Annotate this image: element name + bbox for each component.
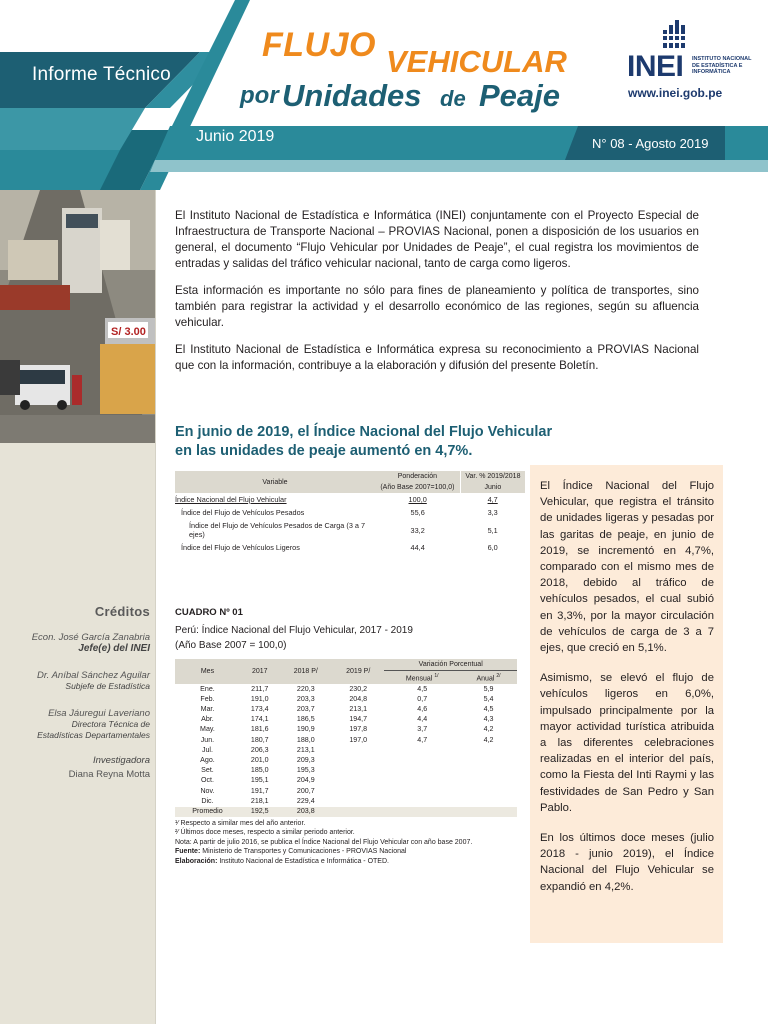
inei-logo: INEI <box>627 50 684 83</box>
cell-anual <box>460 786 517 796</box>
row-pond: 55,6 <box>410 508 425 517</box>
cuadro-subtitle <box>175 623 520 653</box>
cell-mes: Jul. <box>201 745 213 754</box>
cuadro-title: CUADRO Nº 01 <box>175 607 243 618</box>
note-5: Elaboración: Instituto Nacional de Estadística e Informática - OTED. <box>175 857 389 865</box>
summary-table <box>175 471 525 554</box>
cell-y2019 <box>332 786 384 796</box>
svg-text:S/ 3.00: S/ 3.00 <box>111 326 146 338</box>
cell-mensual: 4,6 <box>417 705 428 714</box>
col-pond-sub: (Año Base 2007=100,0) <box>375 482 460 493</box>
cell-mensual <box>384 766 460 776</box>
table-row <box>175 786 517 796</box>
col-2019: 2019 P/ <box>332 659 384 684</box>
cell-anual: 4,5 <box>483 705 494 714</box>
cell-mes: Set. <box>201 766 214 775</box>
table-row <box>175 745 517 755</box>
cell-anual <box>460 756 517 766</box>
table-row <box>175 715 517 725</box>
monthly-index-table <box>175 659 517 817</box>
credit-name-1: Econ. José García Zanabria <box>31 632 150 643</box>
table-row <box>175 735 517 745</box>
cuadro-subtitle-2: (Año Base 2007 = 100,0) <box>175 640 287 651</box>
total-y2018: 203,8 <box>280 807 332 817</box>
cell-y2017: 185,0 <box>250 766 269 775</box>
cell-anual: 5,4 <box>483 694 494 703</box>
row-var: 6,0 <box>487 543 498 552</box>
col-variable: Variable <box>175 471 375 493</box>
table-row <box>175 519 525 541</box>
row-label: Índice Nacional del Flujo Vehicular <box>175 495 287 504</box>
table-row <box>175 493 525 506</box>
credit-role-3a: Directora Técnica de <box>71 719 150 729</box>
cell-mes: Ene. <box>200 684 215 693</box>
credit-role-1: Jefe(e) del INEI <box>78 643 150 654</box>
cell-y2019: 197,8 <box>349 725 368 734</box>
title-por: por <box>240 82 279 109</box>
table-notes <box>175 819 520 867</box>
cell-mes: Mar. <box>200 705 215 714</box>
table-row <box>175 684 517 694</box>
credit-name-4: Diana Reyna Motta <box>68 769 150 780</box>
cell-y2018: 195,3 <box>296 766 315 775</box>
title-vehicular: VEHICULAR <box>386 44 567 79</box>
section-label: Informe Técnico <box>32 64 171 85</box>
row-pond: 100,0 <box>408 495 427 504</box>
column-divider <box>155 190 156 1024</box>
cell-y2018: 229,4 <box>296 796 315 805</box>
row-var: 5,1 <box>487 525 498 535</box>
cell-y2019 <box>332 745 384 755</box>
cell-y2019 <box>332 756 384 766</box>
cell-y2018: 203,7 <box>296 705 315 714</box>
credit-name-2: Dr. Aníbal Sánchez Aguilar <box>36 670 150 681</box>
cell-mensual: 4,5 <box>417 684 428 693</box>
cell-y2018: 190,9 <box>296 725 315 734</box>
intro-paragraph-3: El Instituto Nacional de Estadística e Informática expresa su reconocimiento a PROVIAS Nacional que con la información, contribuye a la elaboración y difusión del presente Boletín. <box>175 343 699 372</box>
table-row <box>175 541 525 554</box>
cell-y2017: 181,6 <box>250 725 269 734</box>
cell-y2018: 209,3 <box>296 756 315 765</box>
cell-mes: Ago. <box>200 756 215 765</box>
cell-y2017: 218,1 <box>250 796 269 805</box>
intro-text <box>175 208 699 385</box>
total-y2017: 192,5 <box>240 807 280 817</box>
credits-title: Créditos <box>94 604 150 619</box>
cell-mes: Nov. <box>200 786 215 795</box>
cell-anual: 4,3 <box>483 715 494 724</box>
header-banner <box>0 0 768 190</box>
row-var: 3,3 <box>487 508 498 517</box>
inei-logo-subtitle: INSTITUTO NACIONAL DE ESTADÍSTICA E INFORMÁTICA <box>692 56 752 75</box>
col-pond: Ponderación <box>375 471 460 482</box>
issue-number: N° 08 - Agosto 2019 <box>592 136 709 151</box>
analysis-paragraph-3: En los últimos doce meses (julio 2018 - junio 2019), el Índice Nacional del Flujo Vehicular se expandió en 4,2%. <box>540 832 714 893</box>
title-de: de <box>440 86 466 111</box>
analysis-paragraph-1: El Índice Nacional del Flujo Vehicular, que registra el tránsito de unidades ligeras y pesadas por las garitas de peaje, en junio de 2019, se incrementó en 4,7%, comparado con el mismo mes de 2018, debido al tráfico de vehículos pesados, el cual subió en 3,3%, por la mayor circulación de vehículos de carga de 3 a 7 ejes, que creció en 5,1%. <box>540 480 714 655</box>
analysis-box <box>530 465 723 943</box>
table-row <box>175 766 517 776</box>
cell-y2017: 191,0 <box>250 694 269 703</box>
cell-mes: Dic. <box>201 796 214 805</box>
title-peaje: Peaje <box>479 78 561 113</box>
cell-y2018: 188,0 <box>296 735 315 744</box>
cell-y2019 <box>332 766 384 776</box>
table-row <box>175 705 517 715</box>
title-flujo: FLUJO <box>262 26 376 64</box>
credit-role-3b: Estadísticas Departamentales <box>37 730 150 740</box>
cell-mes: Feb. <box>200 694 215 703</box>
headline <box>175 423 575 461</box>
cell-y2017: 191,7 <box>250 786 269 795</box>
row-label: Índice del Flujo de Vehículos Pesados <box>181 508 305 517</box>
inei-website-link[interactable]: www.inei.gob.pe <box>628 86 723 100</box>
cell-y2018: 204,9 <box>296 776 315 785</box>
cell-y2019 <box>332 776 384 786</box>
cell-mes: Oct. <box>200 776 214 785</box>
note-2: ²⁄ Últimos doce meses, respecto a similar periodo anterior. <box>175 829 355 837</box>
cell-y2017: 180,7 <box>250 735 269 744</box>
cell-y2018: 213,1 <box>296 745 315 754</box>
cell-y2018: 200,7 <box>296 786 315 795</box>
cell-y2019 <box>332 796 384 806</box>
col-mensual: Mensual $^{1/}$ <box>384 671 460 685</box>
headline-line-2: en las unidades de peaje aumentó en 4,7%. <box>175 443 473 459</box>
col-mes: Mes <box>175 659 240 684</box>
cell-y2017: 201,0 <box>250 756 269 765</box>
cell-anual <box>460 766 517 776</box>
col-var-sub: Junio <box>460 482 525 493</box>
report-date: Junio 2019 <box>196 128 275 145</box>
table-row <box>175 725 517 735</box>
cell-y2018: 220,3 <box>296 684 315 693</box>
cell-anual: 4,2 <box>483 725 494 734</box>
cell-y2017: 211,7 <box>251 684 269 693</box>
cell-mes: Abr. <box>201 715 214 724</box>
row-pond: 33,2 <box>410 525 425 535</box>
table-row <box>175 796 517 806</box>
cell-mensual: 3,7 <box>417 725 428 734</box>
row-label: Índice del Flujo de Vehículos Ligeros <box>181 543 300 552</box>
table-row <box>175 506 525 519</box>
total-mes: Promedio <box>175 807 240 817</box>
intro-paragraph-1: El Instituto Nacional de Estadística e Informática (INEI) conjuntamente con el Proyecto Especial de Infraestructura de Transporte Nacional – PROVIAS Nacional, ponen a disposición de los usuarios en general, el documento “Flujo Vehicular por Unidades de Peaje”, el cual registra los movimientos de entradas y salidas del tráfico vehicular nacional, tanto de carga como ligeros. <box>175 209 699 270</box>
total-empty <box>384 807 460 817</box>
cell-y2017: 173,4 <box>250 705 269 714</box>
total-empty <box>460 807 517 817</box>
table-row <box>175 695 517 705</box>
note-3: Nota: A partir de julio 2016, se publica el Índice Nacional del Flujo Vehicular con año base 2007. <box>175 838 473 846</box>
cell-y2018: 186,5 <box>296 715 315 724</box>
row-var: 4,7 <box>487 495 498 504</box>
cell-y2019: 204,8 <box>349 694 368 703</box>
cell-y2019: 213,1 <box>349 705 368 714</box>
cell-y2018: 203,3 <box>296 694 315 703</box>
table-total-row <box>175 807 517 817</box>
cell-anual <box>460 745 517 755</box>
credit-name-3: Elsa Jáuregui Laveriano <box>48 708 150 719</box>
cell-mensual <box>384 786 460 796</box>
cell-anual: 4,2 <box>483 735 494 744</box>
note-4: Fuente: Ministerio de Transportes y Comunicaciones - PROVIAS Nacional <box>175 848 407 856</box>
intro-paragraph-2: Esta información es importante no sólo para fines de planeamiento y política de transportes, sino también para registrar la actividad y el desarrollo económico de las regiones, según su afluencia vehicular. <box>175 284 699 329</box>
cell-mensual <box>384 776 460 786</box>
cell-y2019: 197,0 <box>349 735 368 744</box>
col-var: Var. % 2019/2018 <box>460 471 525 482</box>
cell-y2019: 194,7 <box>349 715 368 724</box>
cell-mes: May. <box>200 725 215 734</box>
cell-mensual <box>384 745 460 755</box>
cuadro-01 <box>175 607 520 866</box>
row-pond: 44,4 <box>410 543 425 552</box>
cell-y2017: 174,1 <box>250 715 269 724</box>
headline-line-1: En junio de 2019, el Índice Nacional del Flujo Vehicular <box>175 424 553 440</box>
cell-anual <box>460 776 517 786</box>
cell-y2019: 230,2 <box>349 684 368 693</box>
table-row <box>175 776 517 786</box>
note-1: ¹⁄ Respecto a similar mes del año anterior. <box>175 819 306 827</box>
cell-mensual: 4,4 <box>417 715 428 724</box>
credit-role-2: Subjefe de Estadística <box>65 681 150 691</box>
cell-anual <box>460 796 517 806</box>
analysis-paragraph-2: Asimismo, se elevó el flujo de vehículos ligeros en 6,0%, impulsado principalmente por la mayor actividad turística atribuida a las diferentes celebraciones realizadas en el interior del país, como la Fiesta del Inti Raymi y las festividades de San Pedro y San Pablo. <box>540 672 714 814</box>
cell-mensual: 4,7 <box>417 735 428 744</box>
cuadro-subtitle-1: Perú: Índice Nacional del Flujo Vehicular, 2017 - 2019 <box>175 625 413 636</box>
col-2017: 2017 <box>240 659 280 684</box>
cell-mensual <box>384 796 460 806</box>
cell-mensual: 0,7 <box>417 694 428 703</box>
col-variacion: Variación Porcentual <box>384 659 517 671</box>
table-row <box>175 756 517 766</box>
cell-mes: Jun. <box>200 735 215 744</box>
credits-block <box>0 604 150 780</box>
credit-role-4: Investigadora <box>92 755 150 766</box>
cell-y2017: 206,3 <box>250 745 269 754</box>
col-2018: 2018 P/ <box>280 659 332 684</box>
row-label: Índice del Flujo de Vehículos Pesados de Carga (3 a 7 ejes) <box>189 521 366 539</box>
cell-mensual <box>384 756 460 766</box>
total-empty <box>332 807 384 817</box>
cell-y2017: 195,1 <box>250 776 269 785</box>
traffic-photo <box>0 190 155 443</box>
title-unidades: Unidades <box>282 78 422 113</box>
cell-anual: 5,9 <box>483 684 494 693</box>
col-anual: Anual $^{2/}$ <box>460 671 517 685</box>
